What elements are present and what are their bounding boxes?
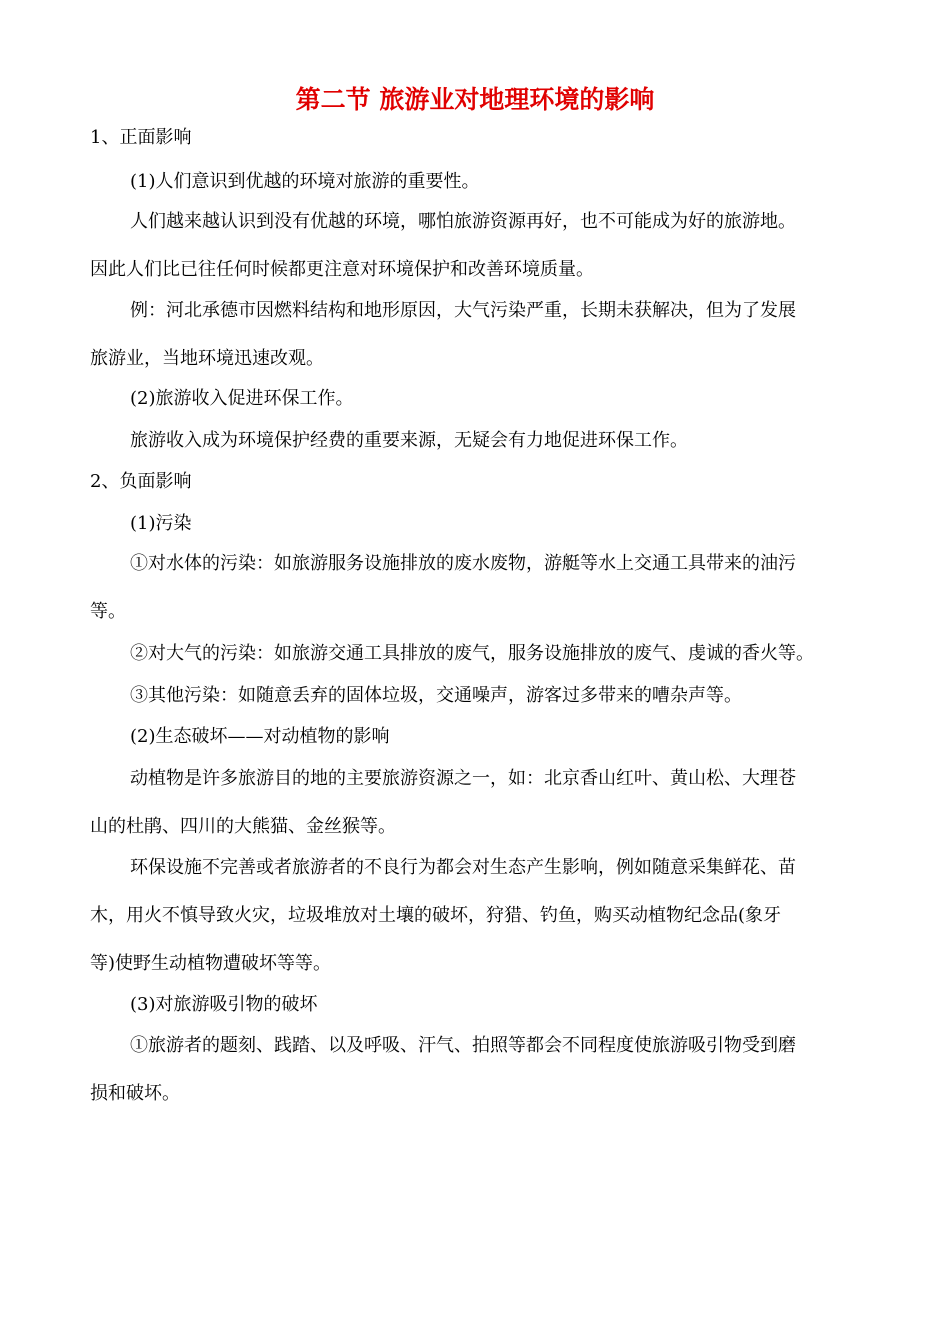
paragraph-line: 木，用火不慎导致火灾，垃圾堆放对土壤的破坏，狩猎、钓鱼，购买动植物纪念品(象牙 — [90, 905, 782, 926]
paragraph-line: 损和破坏。 — [90, 1083, 180, 1104]
paragraph-line: 环保设施不完善或者旅游者的不良行为都会对生态产生影响，例如随意采集鲜花、苗 — [130, 857, 796, 878]
section-heading-positive: 1、正面影响 — [90, 127, 192, 148]
subheading: (2)旅游收入促进环保工作。 — [130, 388, 354, 409]
paragraph-line: ②对大气的污染：如旅游交通工具排放的废气，服务设施排放的废气、虔诚的香火等。 — [130, 643, 814, 664]
paragraph-line: 动植物是许多旅游目的地的主要旅游资源之一，如：北京香山红叶、黄山松、大理苍 — [130, 768, 796, 789]
subheading: (3)对旅游吸引物的破坏 — [130, 994, 318, 1015]
subheading: (1)污染 — [130, 513, 192, 534]
document-title: 第二节 旅游业对地理环境的影响 — [295, 85, 655, 114]
paragraph-line: 例：河北承德市因燃料结构和地形原因，大气污染严重，长期未获解决，但为了发展 — [130, 300, 796, 321]
section-heading-negative: 2、负面影响 — [90, 471, 192, 492]
paragraph-line: 等。 — [90, 601, 126, 622]
paragraph-line: ①对水体的污染：如旅游服务设施排放的废水废物，游艇等水上交通工具带来的油污 — [130, 553, 796, 574]
paragraph-line: 人们越来越认识到没有优越的环境，哪怕旅游资源再好，也不可能成为好的旅游地。 — [130, 211, 796, 232]
subheading: (2)生态破坏——对动植物的影响 — [130, 726, 390, 747]
paragraph-line: ①旅游者的题刻、践踏、以及呼吸、汗气、拍照等都会不同程度使旅游吸引物受到磨 — [130, 1035, 796, 1056]
paragraph-line: 山的杜鹃、四川的大熊猫、金丝猴等。 — [90, 816, 396, 837]
paragraph-line: 旅游业，当地环境迅速改观。 — [90, 348, 324, 369]
subheading: (1)人们意识到优越的环境对旅游的重要性。 — [130, 171, 480, 192]
paragraph-line: 等)使野生动植物遭破坏等等。 — [90, 953, 332, 974]
paragraph-line: 因此人们比已往任何时候都更注意对环境保护和改善环境质量。 — [90, 259, 594, 280]
paragraph-line: ③其他污染：如随意丢弃的固体垃圾，交通噪声，游客过多带来的嘈杂声等。 — [130, 685, 742, 706]
paragraph-line: 旅游收入成为环境保护经费的重要来源，无疑会有力地促进环保工作。 — [130, 430, 688, 451]
